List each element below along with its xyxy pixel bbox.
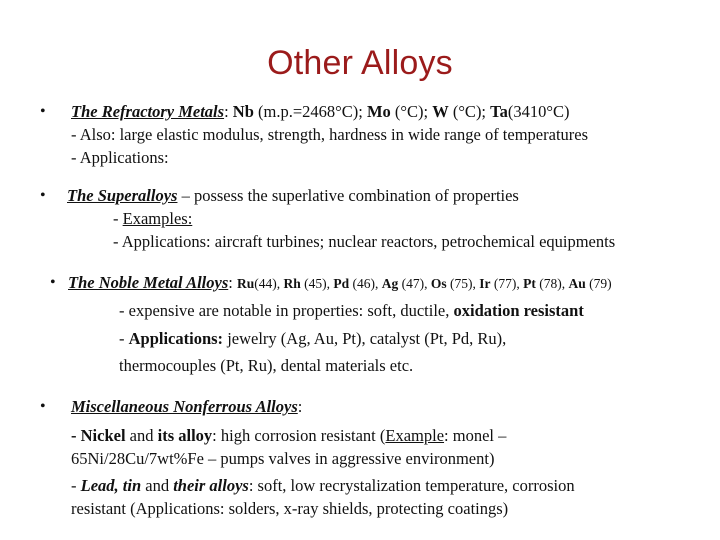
noble-heading: The Noble Metal Alloys: Ru(44), Rh (45), Pd (46), Ag (47), Os (75), Ir (77), Pt (78), Au (79): [68, 273, 612, 292]
refractory-heading: The Refractory Metals: Nb (m.p.=2468°C); Mo (°C); W (°C); Ta(3410°C): [71, 102, 570, 121]
superalloys-examples: - Examples:: [113, 209, 193, 228]
bullet-noble: •: [50, 274, 56, 291]
noble-applications: - Applications: jewelry (Ag, Au, Pt), catalyst (Pt, Pd, Ru),: [119, 329, 507, 348]
bullet-refractory: •: [40, 103, 46, 120]
misc-heading: Miscellaneous Nonferrous Alloys:: [71, 397, 303, 416]
misc-nickel: - Nickel and its alloy: high corrosion resistant (Example: monel –: [71, 426, 507, 445]
noble-applications-cont: thermocouples (Pt, Ru), dental materials etc.: [119, 356, 414, 375]
misc-lead-tin-cont: resistant (Applications: solders, x-ray shields, protecting coatings): [71, 499, 509, 518]
bullet-misc: •: [40, 398, 46, 415]
misc-nickel-cont: 65Ni/28Cu/7wt%Fe – pumps valves in aggressive environment): [71, 449, 495, 468]
noble-properties: - expensive are notable in properties: soft, ductile, oxidation resistant: [119, 301, 584, 320]
refractory-applications: - Applications:: [71, 148, 169, 167]
superalloys-applications: - Applications: aircraft turbines; nuclear reactors, petrochemical equipments: [113, 232, 616, 251]
bullet-superalloys: •: [40, 187, 46, 204]
misc-lead-tin: - Lead, tin and their alloys: soft, low recrystalization temperature, corrosion: [71, 476, 575, 495]
slide-title: Other Alloys: [267, 44, 453, 82]
refractory-also: - Also: large elastic modulus, strength, hardness in wide range of temperatures: [71, 125, 589, 144]
superalloys-heading: The Superalloys – possess the superlative combination of properties: [67, 186, 519, 205]
